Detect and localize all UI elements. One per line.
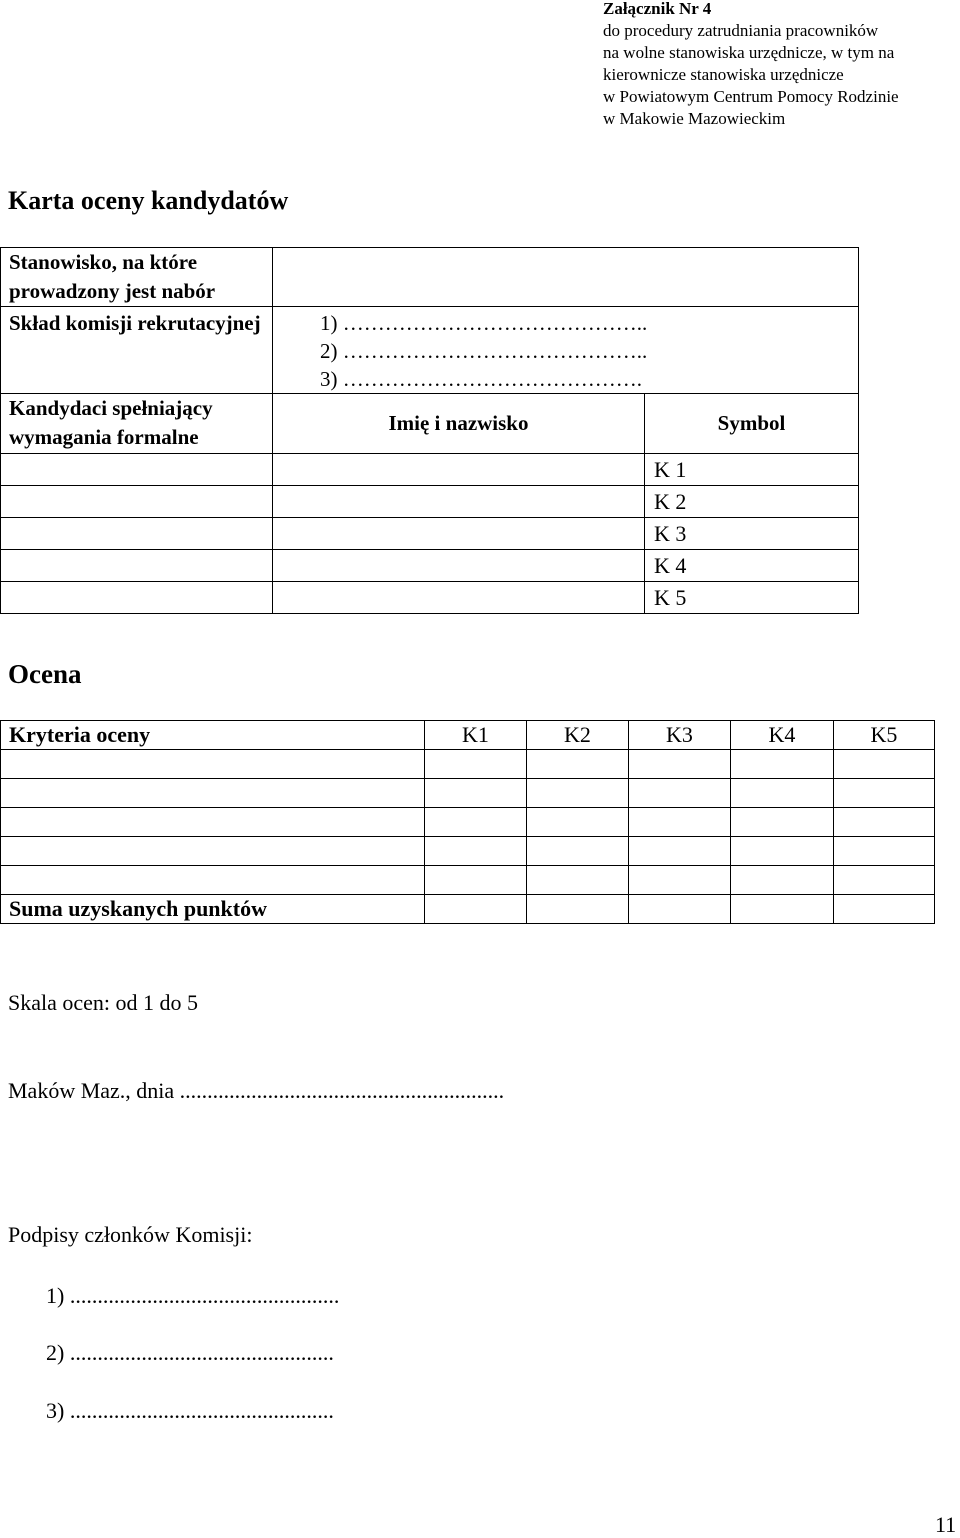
symbol-cell: K 5 xyxy=(645,582,859,614)
signature-line[interactable]: 2) ................................................ xyxy=(46,1340,334,1365)
score-cell[interactable] xyxy=(731,750,834,779)
committee-line: 2) …………………………………….. xyxy=(320,339,648,363)
criterion-column-header: K4 xyxy=(731,721,834,750)
name-header: Imię i nazwisko xyxy=(273,394,645,454)
score-cell[interactable] xyxy=(527,837,629,866)
position-field[interactable] xyxy=(273,248,859,307)
criterion-cell[interactable] xyxy=(1,808,425,837)
score-cell[interactable] xyxy=(629,750,731,779)
signature-line[interactable]: 3) ................................................ xyxy=(46,1398,334,1423)
score-cell[interactable] xyxy=(425,837,527,866)
position-label: Stanowisko, na które prowadzony jest nabór xyxy=(1,248,273,307)
committee-members[interactable] xyxy=(273,307,859,394)
candidate-name-cell[interactable] xyxy=(273,486,645,518)
score-cell[interactable] xyxy=(629,808,731,837)
candidate-name-cell[interactable] xyxy=(273,518,645,550)
attachment-header xyxy=(603,0,899,130)
sum-cell[interactable] xyxy=(731,895,834,924)
score-cell[interactable] xyxy=(731,866,834,895)
signature-line[interactable]: 1) ................................................. xyxy=(46,1283,340,1308)
score-cell[interactable] xyxy=(834,866,935,895)
score-cell[interactable] xyxy=(425,779,527,808)
candidates-label: Kandydaci spełniający wymagania formalne xyxy=(1,394,273,454)
score-cell[interactable] xyxy=(834,750,935,779)
rating-table xyxy=(0,720,935,924)
rating-scale: Skala ocen: od 1 do 5 xyxy=(8,990,199,1015)
table-row xyxy=(1,750,935,779)
symbol-cell: K 2 xyxy=(645,486,859,518)
score-cell[interactable] xyxy=(527,808,629,837)
score-cell[interactable] xyxy=(834,779,935,808)
signatures-label: Podpisy członków Komisji: xyxy=(8,1222,253,1247)
score-cell[interactable] xyxy=(834,837,935,866)
criterion-column-header: K5 xyxy=(834,721,935,750)
symbol-cell: K 3 xyxy=(645,518,859,550)
attachment-title: Załącznik Nr 4 xyxy=(603,0,712,18)
score-cell[interactable] xyxy=(629,866,731,895)
criterion-column-header: K3 xyxy=(629,721,731,750)
header-line: do procedury zatrudniania pracowników xyxy=(603,21,879,40)
candidate-cell[interactable] xyxy=(1,486,273,518)
table-row xyxy=(1,837,935,866)
candidate-name-cell[interactable] xyxy=(273,454,645,486)
candidate-cell[interactable] xyxy=(1,518,273,550)
candidate-name-cell[interactable] xyxy=(273,582,645,614)
score-cell[interactable] xyxy=(629,837,731,866)
sum-cell[interactable] xyxy=(527,895,629,924)
committee-line: 3) ……………………………………. xyxy=(320,367,642,391)
criterion-column-header: K2 xyxy=(527,721,629,750)
criterion-cell[interactable] xyxy=(1,779,425,808)
candidate-cell[interactable] xyxy=(1,550,273,582)
sum-cell[interactable] xyxy=(834,895,935,924)
table-row xyxy=(1,808,935,837)
candidate-name-cell[interactable] xyxy=(273,550,645,582)
score-cell[interactable] xyxy=(731,808,834,837)
symbol-cell: K 1 xyxy=(645,454,859,486)
sum-label: Suma uzyskanych punktów xyxy=(1,895,425,924)
criteria-header: Kryteria oceny xyxy=(1,721,425,750)
criterion-cell[interactable] xyxy=(1,750,425,779)
candidate-card-table xyxy=(0,247,859,614)
symbol-header: Symbol xyxy=(645,394,859,454)
place-date-line[interactable]: Maków Maz., dnia ........................................................... xyxy=(8,1078,505,1103)
page-number: 11 xyxy=(935,1512,957,1537)
score-cell[interactable] xyxy=(834,808,935,837)
symbol-cell: K 4 xyxy=(645,550,859,582)
score-cell[interactable] xyxy=(527,866,629,895)
page-title: Karta oceny kandydatów xyxy=(8,186,289,215)
header-line: na wolne stanowiska urzędnicze, w tym na xyxy=(603,43,895,62)
score-cell[interactable] xyxy=(425,808,527,837)
committee-line: 1) …………………………………….. xyxy=(320,311,648,335)
table-row xyxy=(1,779,935,808)
sum-cell[interactable] xyxy=(629,895,731,924)
candidate-cell[interactable] xyxy=(1,454,273,486)
sum-cell[interactable] xyxy=(425,895,527,924)
score-cell[interactable] xyxy=(629,779,731,808)
candidate-cell[interactable] xyxy=(1,582,273,614)
header-line: w Makowie Mazowieckim xyxy=(603,109,786,128)
score-cell[interactable] xyxy=(425,866,527,895)
score-cell[interactable] xyxy=(527,779,629,808)
score-cell[interactable] xyxy=(731,837,834,866)
score-cell[interactable] xyxy=(731,779,834,808)
criterion-cell[interactable] xyxy=(1,837,425,866)
score-cell[interactable] xyxy=(527,750,629,779)
header-line: kierownicze stanowiska urzędnicze xyxy=(603,65,844,84)
table-row xyxy=(1,866,935,895)
committee-label: Skład komisji rekrutacyjnej xyxy=(1,307,273,394)
criterion-cell[interactable] xyxy=(1,866,425,895)
score-cell[interactable] xyxy=(425,750,527,779)
criterion-column-header: K1 xyxy=(425,721,527,750)
header-line: w Powiatowym Centrum Pomocy Rodzinie xyxy=(603,87,899,106)
rating-section-title: Ocena xyxy=(8,659,82,689)
